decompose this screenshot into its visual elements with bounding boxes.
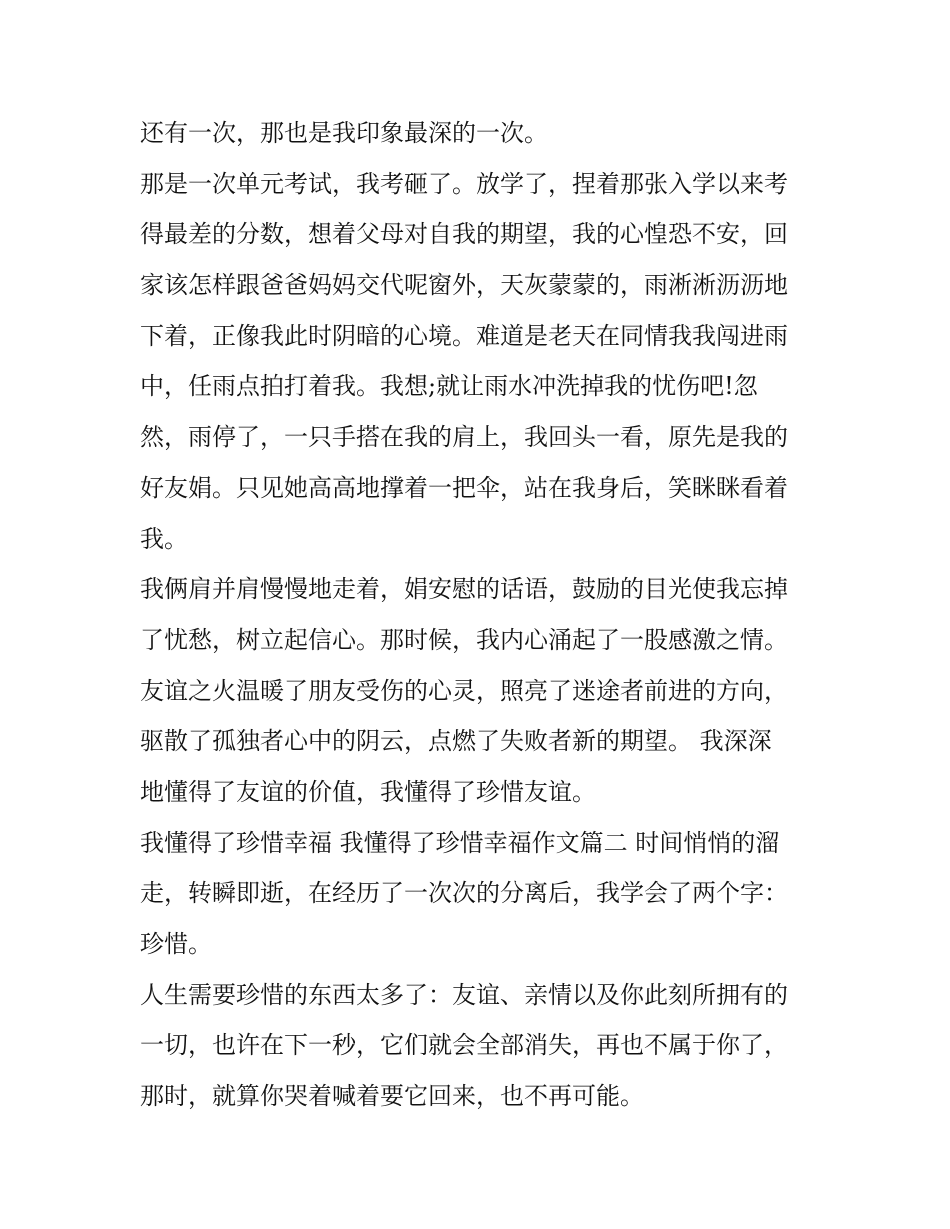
text-line: 下着，正像我此时阴暗的心境。难道是老天在同情我我闯进雨 xyxy=(140,321,788,350)
text-line: 然，雨停了，一只手搭在我的肩上，我回头一看，原先是我的 xyxy=(140,423,788,452)
text-line: 中，任雨点拍打着我。我想;就让雨水冲洗掉我的忧伤吧!忽 xyxy=(140,372,758,401)
text-line: 珍惜。 xyxy=(140,930,212,958)
text-line: 那是一次单元考试，我考砸了。放学了，捏着那张入学以来考 xyxy=(140,169,788,198)
essay-body xyxy=(140,108,820,1122)
text-line: 那时，就算你哭着喊着要它回来，也不再可能。 xyxy=(140,1082,644,1111)
text-line: 友谊之火温暖了朋友受伤的心灵，照亮了迷途者前进的方向， xyxy=(140,676,788,705)
text-line: 人生需要珍惜的东西太多了：友谊、亲情以及你此刻所拥有的 xyxy=(140,980,788,1009)
text-line: 家该怎样跟爸爸妈妈交代呢窗外，天灰蒙蒙的，雨淅淅沥沥地 xyxy=(140,271,788,300)
text-line: 我。 xyxy=(140,524,188,553)
text-line: 我懂得了珍惜幸福 我懂得了珍惜幸福作文篇二 时间悄悄的溜 xyxy=(140,828,780,857)
text-line: 好友娟。只见她高高地撑着一把伞，站在我身后，笑眯眯看着 xyxy=(140,473,788,502)
text-line: 了忧愁，树立起信心。那时候，我内心涌起了一股感激之情。 xyxy=(140,625,788,654)
text-line: 走，转瞬即逝，在经历了一次次的分离后，我学会了两个字： xyxy=(140,879,788,908)
text-line: 还有一次，那也是我印象最深的一次。 xyxy=(140,119,548,147)
text-line: 得最差的分数，想着父母对自我的期望，我的心惶恐不安，回 xyxy=(140,220,788,249)
text-line: 一切，也许在下一秒，它们就会全部消失，再也不属于你了， xyxy=(140,1031,788,1060)
text-line: 我俩肩并肩慢慢地走着，娟安慰的话语，鼓励的目光使我忘掉 xyxy=(140,575,788,604)
text-line: 地懂得了友谊的价值，我懂得了珍惜友谊。 xyxy=(140,777,596,806)
text-line: 驱散了孤独者心中的阴云，点燃了失败者新的期望。 我深深 xyxy=(140,727,772,756)
